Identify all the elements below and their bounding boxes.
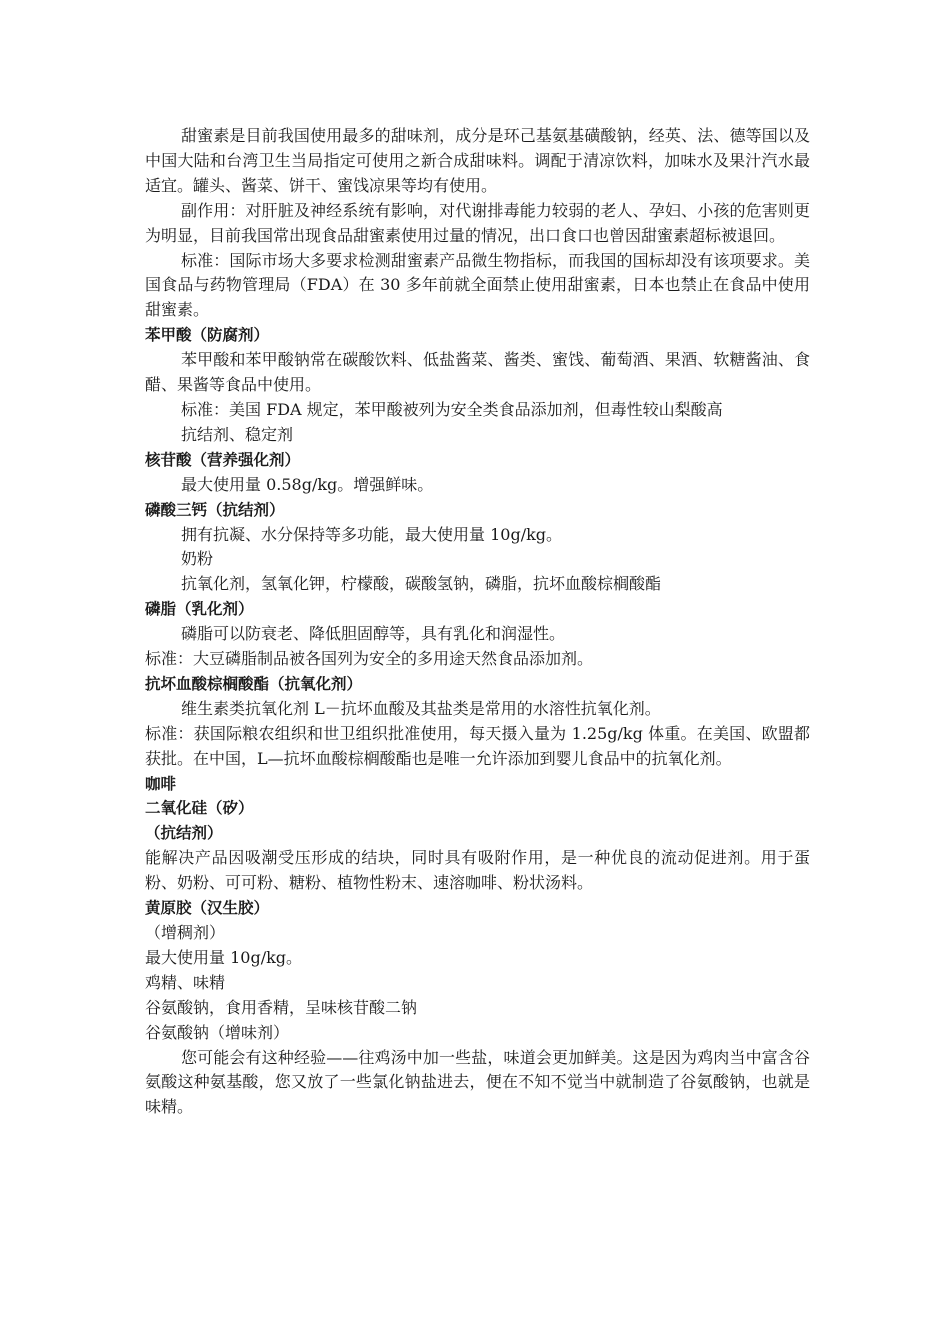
paragraph-msg-explanation: 您可能会有这种经验——往鸡汤中加一些盐，味道会更加鲜美。这是因为鸡肉当中富含谷氨酸这种氨基酸，您又放了一些氯化钠盐进去，便在不知不觉当中就制造了谷氨酸钠，也就是味精。 [145, 1047, 810, 1117]
heading-tricalcium-phosphate: 磷酸三钙（抗结剂） [145, 500, 285, 519]
heading-ascorbyl-palmitate: 抗坏血酸棕榈酸酯（抗氧化剂） [145, 674, 363, 693]
paragraph-lecithin-standard: 标准：大豆磷脂制品被各国列为安全的多用途天然食品添加剂。 [145, 649, 594, 669]
paragraph-benzoic-usage: 苯甲酸和苯甲酸钠常在碳酸饮料、低盐酱菜、酱类、蜜饯、葡萄酒、果酒、软糖酱油、食醋、果酱等食品中使用。 [145, 350, 810, 395]
paragraph-cyclamate-standard: 标准：国际市场大多要求检测甜蜜素产品微生物指标，而我国的国标却没有该项要求。美国食品与药物管理局（FDA）在 30 多年前就全面禁止使用甜蜜素，日本也禁止在食品中使用甜蜜素。 [145, 250, 810, 320]
paragraph-chicken-essence-msg: 鸡精、味精 [145, 972, 226, 992]
heading-silica: 二氧化硅（矽） [145, 799, 254, 818]
document-body [145, 124, 810, 1120]
paragraph-milk-powder-additives: 抗氧化剂，氢氧化钾，柠檬酸，碳酸氢钠，磷脂，抗坏血酸棕榈酸酯 [181, 574, 662, 594]
paragraph-silica-function: 能解决产品因吸潮受压形成的结块，同时具有吸附作用，是一种优良的流动促进剂。用于蛋粉、奶粉、可可粉、糖粉、植物性粉末、速溶咖啡、粉状汤料。 [145, 848, 810, 893]
paragraph-chicken-essence-ingredients: 谷氨酸钠，食用香精，呈味核苷酸二钠 [145, 997, 418, 1017]
paragraph-thickener: （增稠剂） [145, 923, 226, 942]
paragraph-ascorbyl-standard: 标准：获国际粮农组织和世卫组织批准使用，每天摄入量为 1.25g/kg 体重。在美国、欧盟都获批。在中国，L—抗坏血酸棕榈酸酯也是唯一允许添加到婴儿食品中的抗氧化剂。 [145, 723, 810, 768]
heading-anticaking-agent: （抗结剂） [145, 824, 223, 843]
paragraph-cyclamate-intro: 甜蜜素是目前我国使用最多的甜味剂，成分是环己基氨基磺酸钠，经英、法、德等国以及中国大陆和台湾卫生当局指定可使用之新合成甜味料。调配于清凉饮料，加味水及果汁汽水最适宜。罐头、酱菜、饼干、蜜饯凉果等均有使用。 [145, 126, 810, 195]
paragraph-xanthan-dose: 最大使用量 10g/kg。 [145, 947, 303, 967]
heading-lecithin: 磷脂（乳化剂） [145, 600, 254, 619]
heading-xanthan-gum: 黄原胶（汉生胶） [145, 899, 270, 918]
heading-coffee: 咖啡 [145, 774, 177, 793]
paragraph-milk-powder: 奶粉 [181, 549, 214, 569]
paragraph-nucleotide-dose: 最大使用量 0.58g/kg。增强鲜味。 [181, 474, 434, 494]
paragraph-msg-flavor-enhancer: 谷氨酸钠（增味剂） [145, 1022, 290, 1042]
paragraph-benzoic-standard: 标准：美国 FDA 规定，苯甲酸被列为安全类食品添加剂，但毒性较山梨酸高 [181, 399, 723, 419]
paragraph-cyclamate-side-effects: 副作用：对肝脏及神经系统有影响，对代谢排毒能力较弱的老人、孕妇、小孩的危害则更为明显，目前我国常出现食品甜蜜素使用过量的情况，出口食口也曾因甜蜜素超标被退回。 [145, 200, 810, 245]
paragraph-tcp-function: 拥有抗凝、水分保持等多功能，最大使用量 10g/kg。 [181, 524, 563, 544]
heading-nucleotide: 核苷酸（营养强化剂） [145, 450, 301, 469]
paragraph-anticaking-stabilizer: 抗结剂、稳定剂 [181, 424, 294, 444]
paragraph-ascorbyl-description: 维生素类抗氧化剂 L－抗坏血酸及其盐类是常用的水溶性抗氧化剂。 [181, 698, 661, 718]
heading-benzoic-acid: 苯甲酸（防腐剂） [145, 326, 270, 345]
paragraph-lecithin-benefits: 磷脂可以防衰老、降低胆固醇等，具有乳化和润湿性。 [181, 624, 566, 644]
